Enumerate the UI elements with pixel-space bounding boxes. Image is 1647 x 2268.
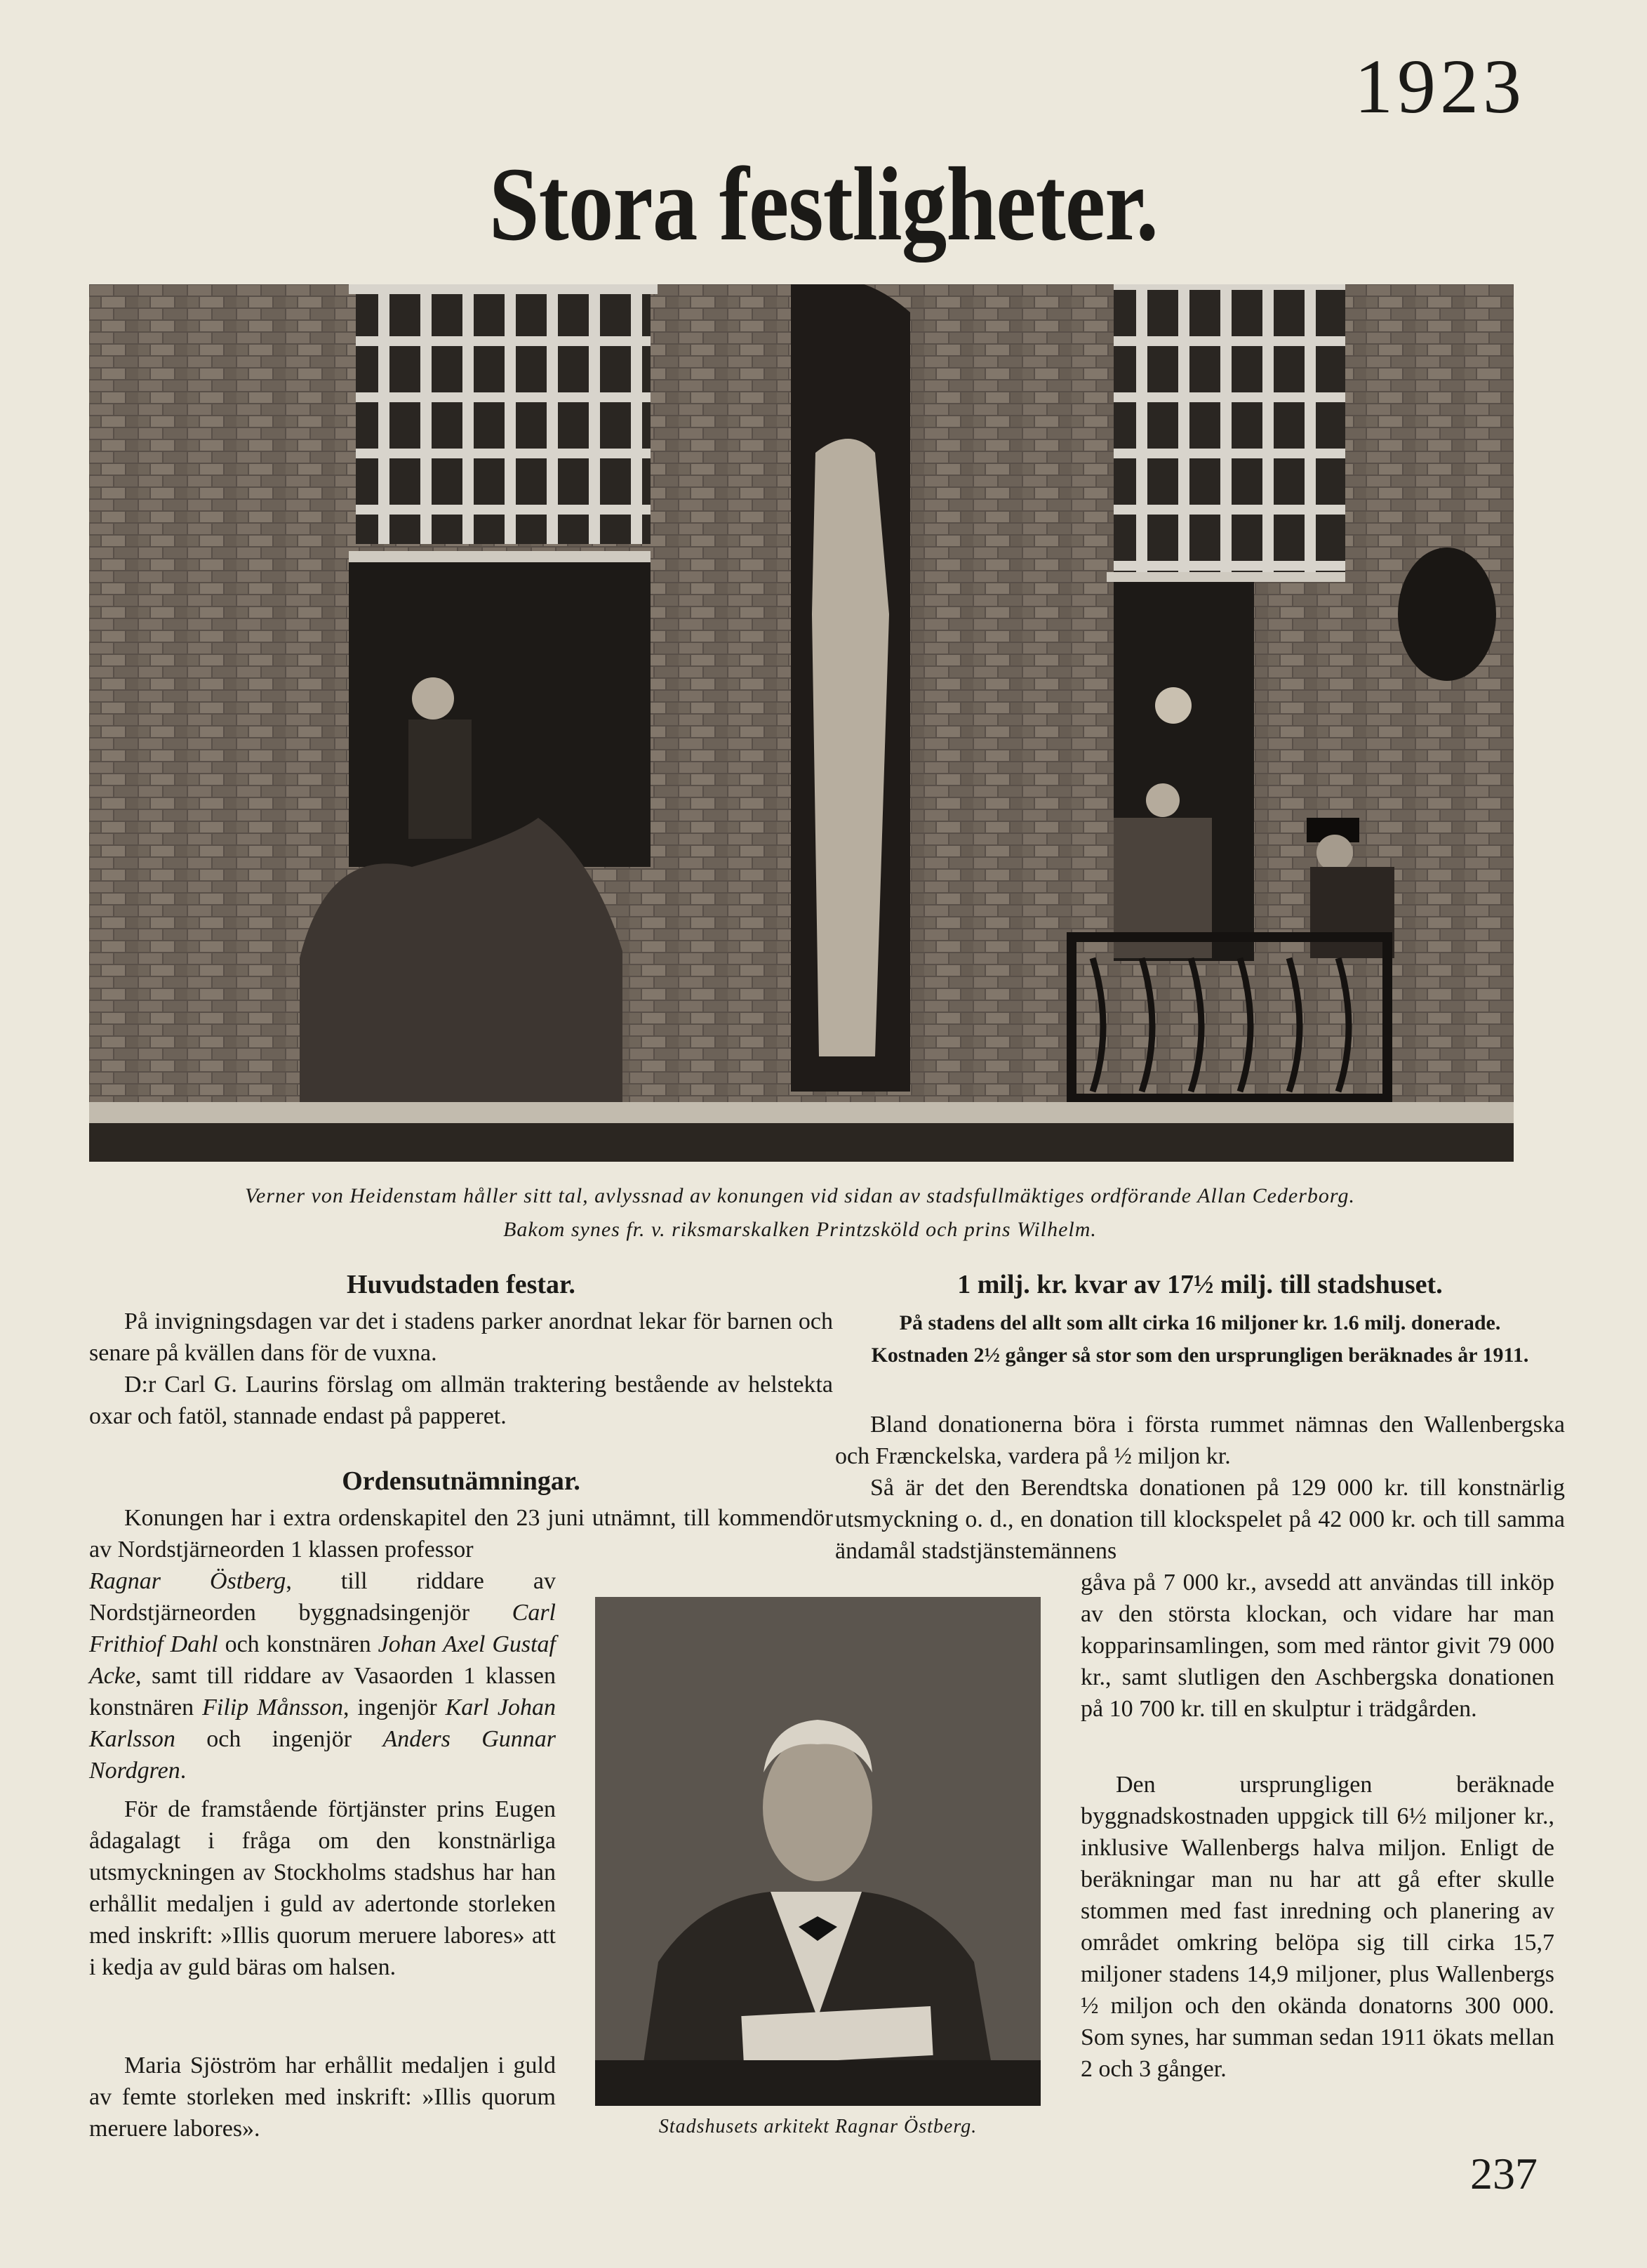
text-span: , samt till riddare av Vasaorden 1 klassen konstnären	[89, 1663, 556, 1720]
text-span: och ingenjör	[175, 1726, 352, 1752]
name-anders-gunnar-nordgren: Anders Gunnar Nordgren	[89, 1726, 556, 1784]
paragraph-donationerna: Bland donationerna böra i första rummet nämnas den Wallenbergska och Frænckelska, vardera på ½ miljon kr.	[835, 1412, 1565, 1469]
paragraph-laurin: D:r Carl G. Laurins förslag om allmän traktering bestående av helstekta oxar och fatöl, stannade endast på papperet.	[89, 1372, 833, 1429]
top-photo	[89, 284, 1514, 1162]
top-photo-caption-line2: Bakom synes fr. v. riksmarskalken Printzsköld och prins Wilhelm.	[503, 1218, 1097, 1241]
name-filip-mansson: Filip Månsson	[202, 1695, 343, 1720]
text-span: , till riddare av Nordstjärneorden byggnadsingenjör	[89, 1568, 556, 1626]
section-heading-miljoner: 1 milj. kr. kvar av 17½ milj. till stadshuset.	[957, 1270, 1443, 1299]
name-carl-frithiof-dahl: Carl Frithiof Dahl	[89, 1600, 556, 1657]
subheading-kostnaden: Kostnaden 2½ gånger så stor som den ursprungligen beräknades år 1911.	[871, 1344, 1529, 1367]
subheading-stadens-del: På stadens del allt som allt cirka 16 miljoner kr. 1.6 milj. donerade.	[899, 1311, 1501, 1334]
text-span: .	[180, 1758, 187, 1784]
portrait-caption: Stadshusets arkitekt Ragnar Östberg.	[658, 2116, 978, 2137]
text-span: , ingenjör	[342, 1695, 437, 1720]
paragraph-prins-eugen: För de framstående förtjänster prins Eugen ådagalagt i fråga om den konstnärliga utsmyckningen av Stockholms stadshus har han erhållit medaljen i guld av adertonde storleken med inskrift: »Illis quorum meruere labores» att i kedja av guld bäras om halsen.	[89, 1796, 556, 1980]
paragraph-berendtska: Så är det den Berendtska donationen på 129 000 kr. till konstnärlig utsmyckning o. d., en donation till klockspelet på 42 000 kr. och till samma ändamål stadstjänstemännens	[835, 1475, 1565, 1564]
name-ragnar-ostberg: Ragnar Östberg	[89, 1568, 286, 1594]
portrait-illustration	[595, 1597, 1041, 2106]
name-johan-axel-gustaf-acke: Johan Axel Gustaf Acke	[89, 1631, 556, 1689]
year-heading: 1923	[1354, 44, 1526, 129]
text-span: och konstnären	[218, 1631, 371, 1657]
name-karl-johan-karlsson: Karl Johan Karlsson	[89, 1695, 556, 1752]
page-number: 237	[1470, 2149, 1538, 2199]
paragraph-byggnadskostnaden: Den ursprungligen beräknade byggnadskostnaden uppgick till 6½ miljoner kr., inklusive Wallenbergs halva miljon. Enligt de beräkningar man nu har att gå efter skulle stommen med fast inredning och planering av området omkring belöpa sig till cirka 15,7 miljoner stadens 14,9 miljoner, plus Wallenbergs ½ miljon och den okända donatorns 300 000. Som synes, har summan sedan 1911 ökats mellan 2 och 3 gånger.	[1081, 1772, 1554, 2082]
portrait-photo	[595, 1597, 1041, 2106]
paragraph-maria-sjostrom: Maria Sjöström har erhållit medaljen i guld av femte storleken med inskrift: »Illis quorum meruere labores».	[89, 2053, 556, 2142]
paragraph-invigning: På invigningsdagen var det i stadens parker anordnat lekar för barnen och senare på kvällen dans för de vuxna.	[89, 1308, 833, 1366]
top-photo-caption	[84, 1179, 1516, 1247]
paragraph-konungen-intro: Konungen har i extra ordenskapitel den 23 juni utnämnt, till kommendör av Nordstjärneorden 1 klassen professor	[89, 1505, 833, 1563]
top-photo-caption-line1: Verner von Heidenstam håller sitt tal, avlyssnad av konungen vid sidan av stadsfullmäktiges ordförande Allan Cederborg.	[245, 1184, 1355, 1207]
page-title: Stora festligheter.	[488, 146, 1159, 263]
paragraph-konungen-names	[89, 1565, 556, 1786]
paragraph-klockan: gåva på 7 000 kr., avsedd att användas till inköp av den största klockan, och vidare har man kopparinsamlingen, som med räntor givit 79 000 kr., samt slutligen den Aschbergska donationen på 10 700 kr. till en skulptur i trädgården.	[1081, 1570, 1554, 1722]
brick-facade-illustration	[89, 284, 1514, 1162]
section-heading-huvudstaden: Huvudstaden festar.	[347, 1270, 575, 1299]
section-heading-ordensutnamningar: Ordensutnämningar.	[342, 1466, 580, 1496]
